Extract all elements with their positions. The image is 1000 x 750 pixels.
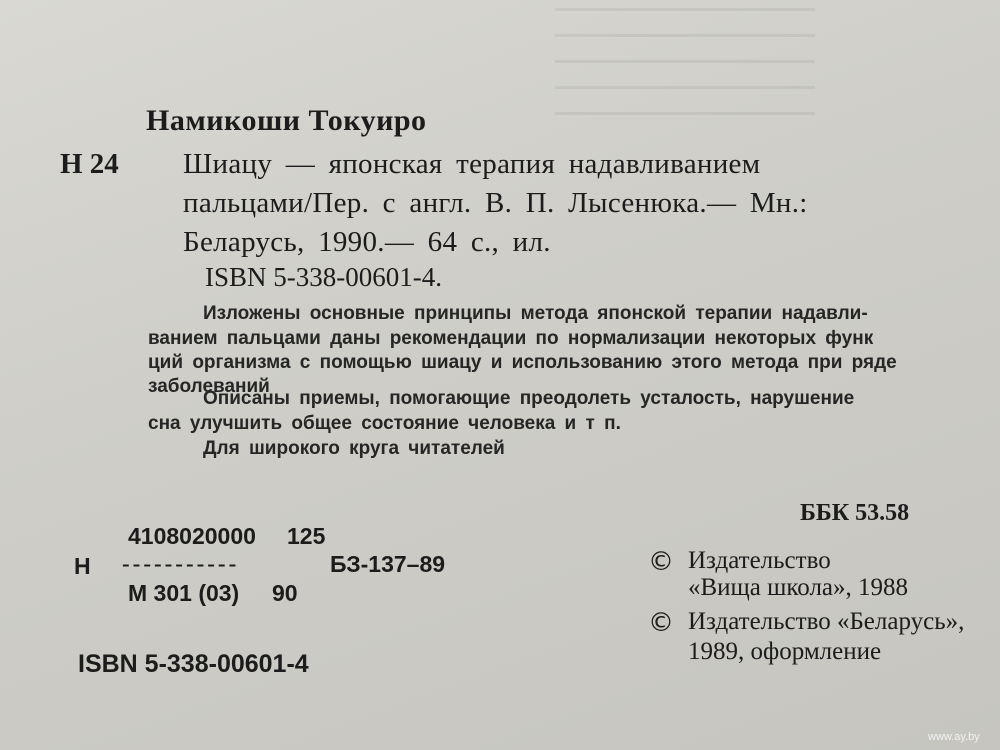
- isbn-bottom: ISBN 5-338-00601-4: [78, 650, 309, 678]
- code-letter: Н: [74, 553, 91, 579]
- annotation-line-1: Изложены основные принципы метода японской терапии надавли-: [203, 303, 868, 324]
- catalog-index: Н 24: [60, 148, 119, 180]
- annotation-line-7: Для широкого круга читателей: [203, 438, 505, 459]
- code-top-num: 125: [287, 523, 326, 549]
- copyright-icon: ©: [648, 608, 674, 638]
- author-name: Намикоши Токуиро: [146, 104, 427, 137]
- annotation-line-3: ций организма с помощью шиацу и использованию этого метода при ряде: [148, 352, 897, 373]
- copyright-2-line-2: 1989, оформление: [688, 638, 882, 665]
- isbn-top: ISBN 5-338-00601-4.: [205, 262, 442, 292]
- title-line-2: пальцами/Пер. с англ. В. П. Лысенюка.— Мн.:: [183, 187, 808, 219]
- code-right: БЗ-137–89: [330, 551, 446, 577]
- title-line-3: Беларусь, 1990.— 64 с., ил.: [183, 226, 551, 258]
- annotation-line-6: сна улучшить общее состояние человека и т п.: [148, 413, 621, 434]
- title-line-1: Шиацу — японская терапия надавливанием: [183, 148, 761, 180]
- code-top: 4108020000: [128, 523, 256, 549]
- code-bottom-num: 90: [272, 580, 298, 606]
- code-bottom: М 301 (03): [128, 580, 240, 606]
- copyright-1-line-1: Издательство: [688, 547, 831, 574]
- bleed-through-lines: [555, 8, 815, 118]
- copyright-icon: ©: [648, 547, 674, 577]
- annotation-line-5: Описаны приемы, помогающие преодолеть усталость, нарушение: [203, 388, 855, 409]
- annotation-line-4: заболеваний: [148, 376, 270, 397]
- annotation-line-2: ванием пальцами даны рекомендации по нормализации некоторых функ: [148, 328, 874, 349]
- bbk-code: ББК 53.58: [800, 500, 910, 526]
- code-fraction-bar: -----------: [122, 551, 240, 576]
- copyright-2-line-1: Издательство «Беларусь»,: [688, 608, 965, 635]
- watermark: www.ay.by: [928, 731, 980, 743]
- copyright-1-line-2: «Вища школа», 1988: [688, 574, 909, 601]
